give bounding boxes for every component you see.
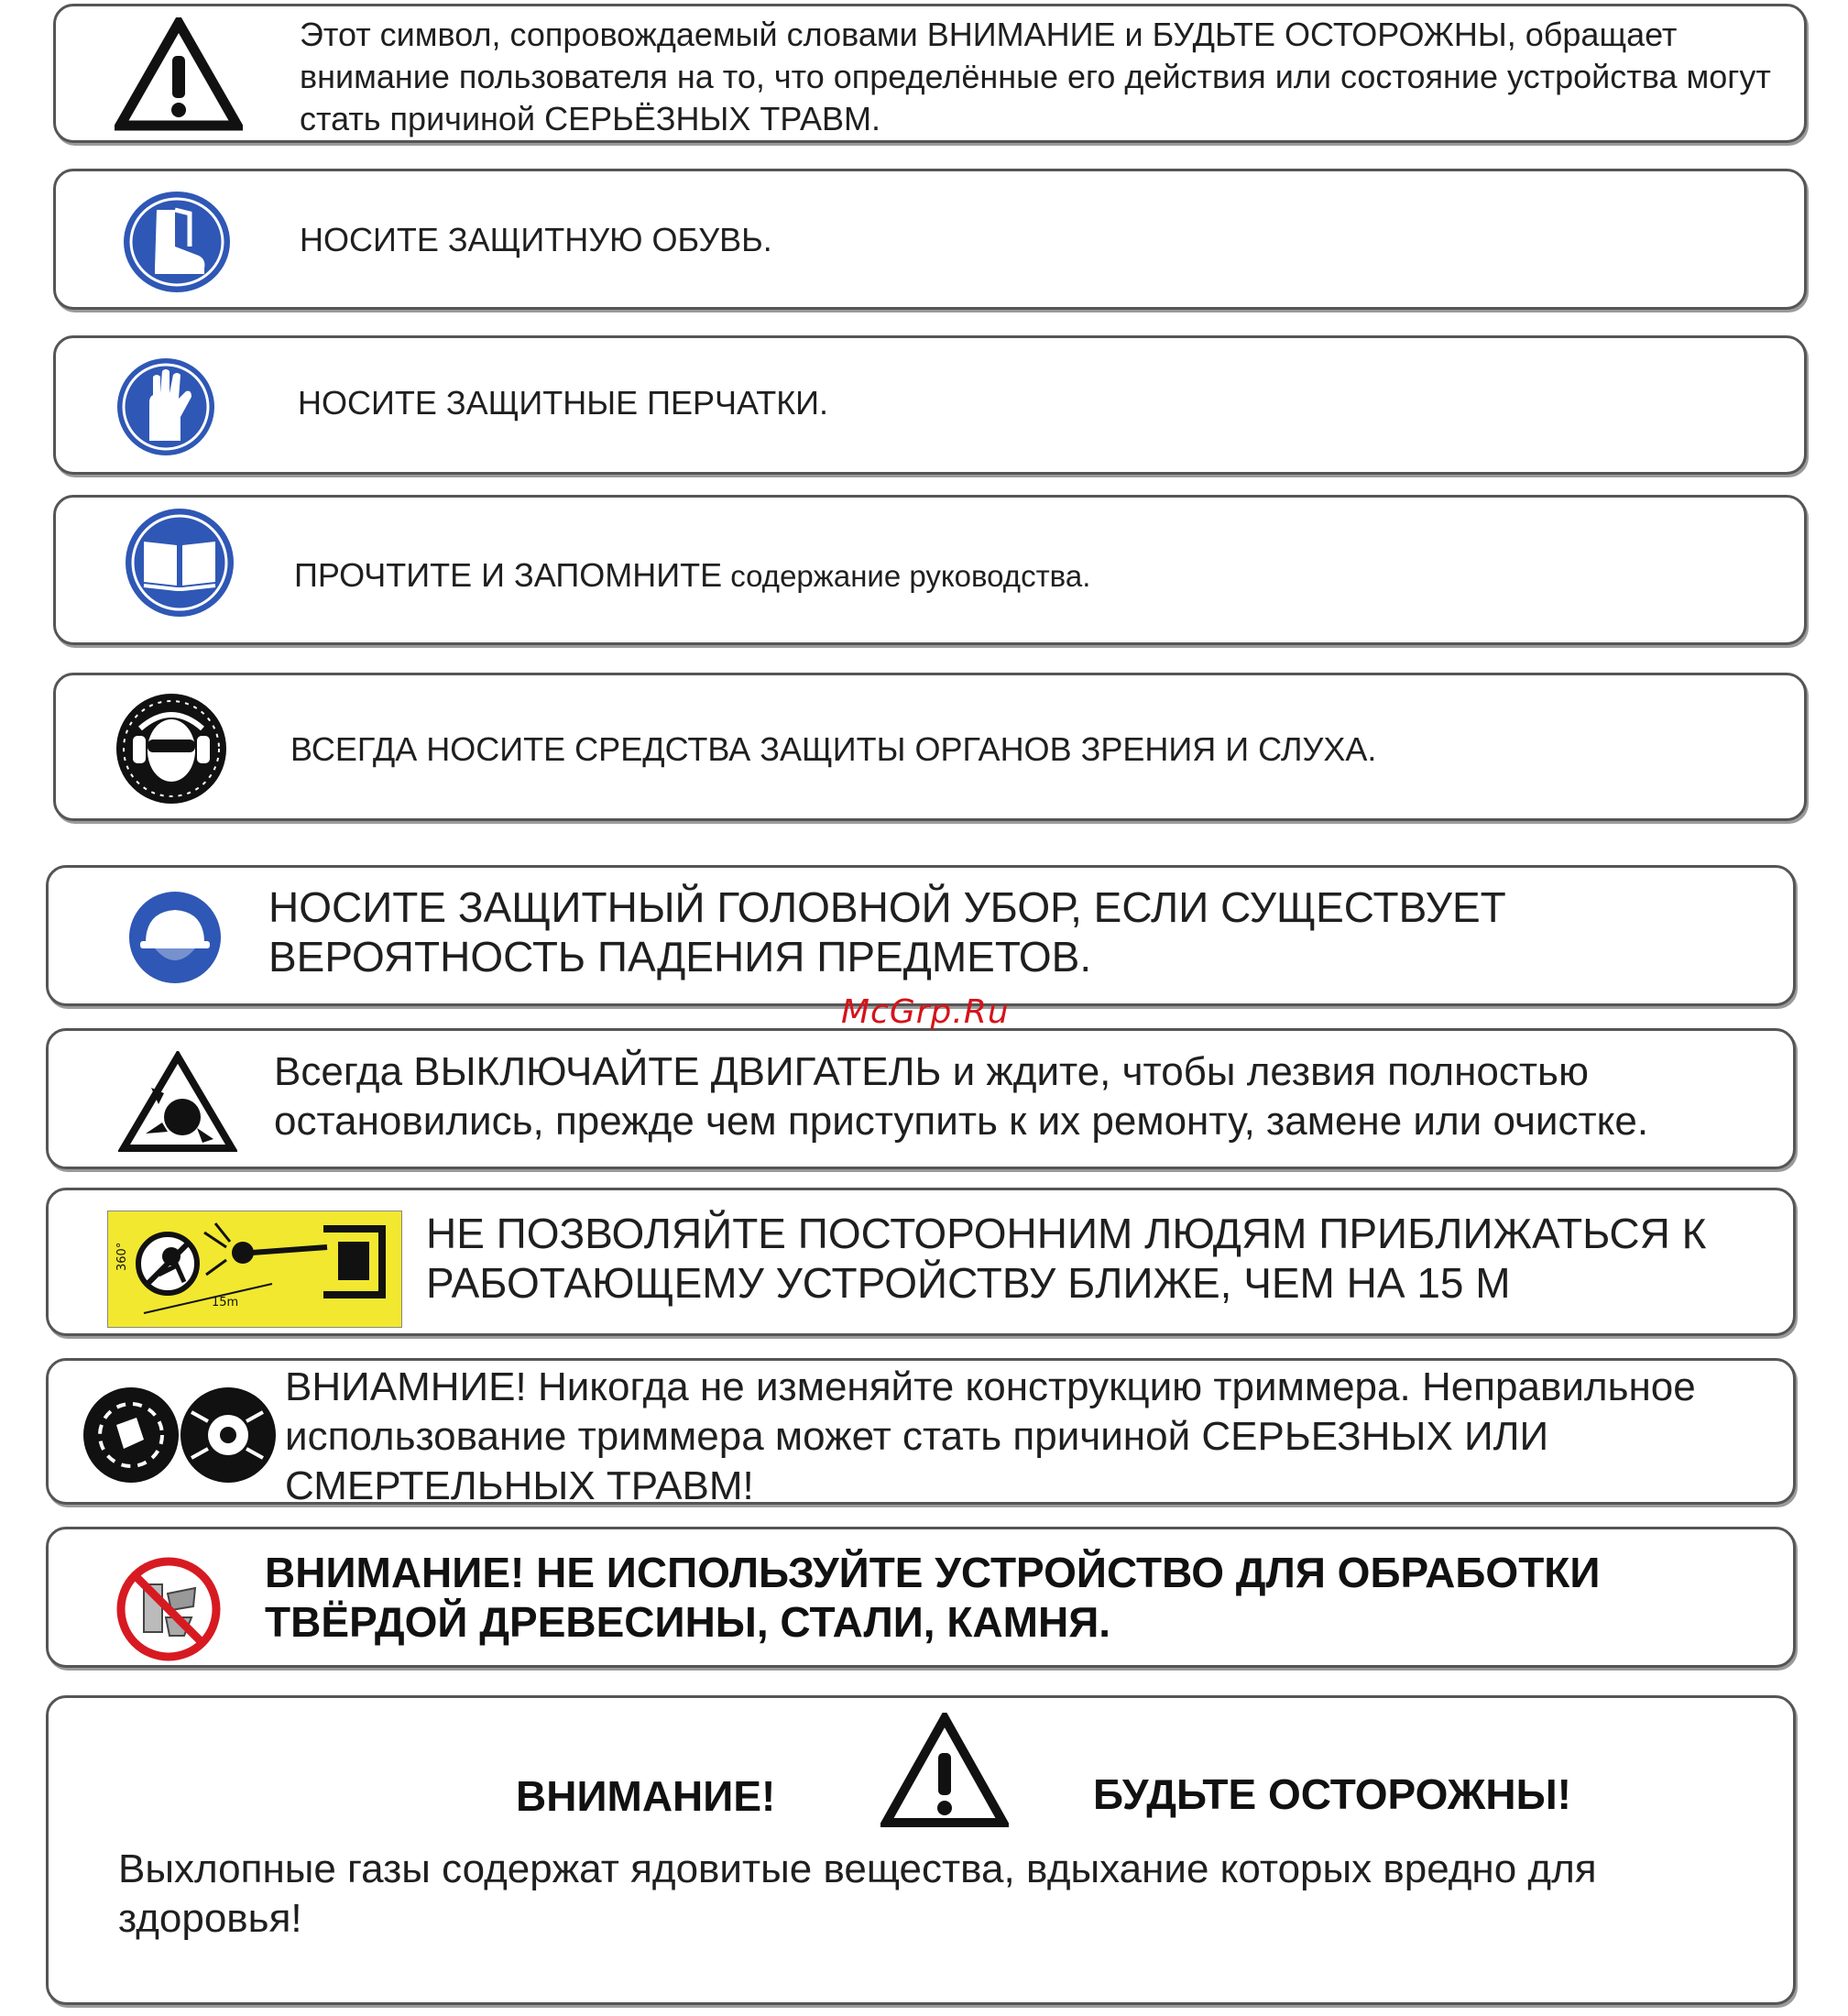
keep-distance-label-icon [107,1211,402,1328]
notice-line: использование триммера может стать причиной СЕРЬЕЗНЫХ ИЛИ [285,1414,1549,1459]
notice-line: ВНИМАНИЕ! НЕ ИСПОЛЬЗУЙТЕ УСТРОЙСТВО ДЛЯ ОБРАБОТКИ [265,1549,1601,1596]
warning-triangle-icon [115,17,243,133]
notice-line: ТВЁРДОЙ ДРЕВЕСИНЫ, СТАЛИ, КАМНЯ. [265,1598,1111,1646]
safety-boots-icon [122,190,232,294]
notice-line: Всегда ВЫКЛЮЧАЙТЕ ДВИГАТЕЛЬ и ждите, чтобы лезвия полностью [274,1049,1589,1094]
notice-text: НОСИТЕ ЗАЩИТНУЮ ОБУВЬ. [300,221,772,258]
notice-text-caps: ПРОЧТИТЕ И ЗАПОМНИТЕ [294,556,723,594]
notice-eye-ear-protection [53,673,1807,821]
notice-line: НОСИТЕ ЗАЩИТНЫЙ ГОЛОВНОЙ УБОР, ЕСЛИ СУЩЕСТВУЕТ [268,883,1506,931]
no-hard-materials-icon [116,1557,221,1661]
notice-gloves [53,335,1807,475]
notice-line: ВНИАМНИЕ! Никогда не изменяйте конструкцию триммера. Неправильное [285,1364,1696,1409]
notice-body: Выхлопные газы содержат ядовитые вещества, вдыхание которых вредно для здоровья! [118,1846,1597,1941]
read-manual-icon [124,507,235,619]
notice-line: НЕ ПОЗВОЛЯЙТЕ ПОСТОРОННИМ ЛЮДЯМ ПРИБЛИЖАТЬСЯ К [426,1210,1707,1257]
notice-line: СМЕРТЕЛЬНЫХ ТРАВМ! [285,1463,754,1508]
notice-exhaust-fumes [46,1695,1796,2005]
notice-read-manual [53,495,1807,645]
notice-do-not-modify [46,1358,1796,1508]
notice-keep-distance [46,1188,1796,1336]
watermark: McGrp.Ru [841,993,1010,1031]
notice-text [265,1548,1600,1647]
notice-no-hard-materials [46,1527,1796,1668]
notice-line: остановились, прежде чем приступить к их ремонту, замене или очистке. [274,1099,1649,1144]
notice-line: ВЕРОЯТНОСТЬ ПАДЕНИЯ ПРЕДМЕТОВ. [268,933,1092,981]
notice-text: Этот символ, сопровождаемый словами ВНИМАНИЕ и БУДЬТЕ ОСТОРОЖНЫ, обращает внимание пользователя на то, что определённые его действия или состояние устройства могут стать причиной СЕРЬЁЗНЫХ ТРАВМ. [300,16,1771,137]
do-not-modify-icon [83,1385,278,1485]
label-15m: 15m [212,1296,239,1309]
notice-hard-hat [46,865,1796,1006]
notice-warning-symbol [53,4,1807,143]
notice-text [285,1363,1696,1511]
heading-be-careful: БУДЬТЕ ОСТОРОЖНЫ! [1093,1770,1571,1818]
notice-safety-boots [53,169,1807,310]
notice-text-rest: содержание руководства. [722,559,1091,593]
protective-gloves-icon [115,356,217,457]
notice-line: РАБОТАЮЩЕМУ УСТРОЙСТВУ БЛИЖЕ, ЧЕМ НА 15 М [426,1259,1511,1307]
label-360: 360° [115,1242,129,1271]
notice-blade-hazard [46,1028,1796,1169]
notice-text [274,1047,1648,1146]
heading-warning: ВНИМАНИЕ! [516,1772,776,1820]
notice-text: ВСЕГДА НОСИТЕ СРЕДСТВА ЗАЩИТЫ ОРГАНОВ ЗРЕНИЯ И СЛУХА. [290,730,1377,768]
notice-text [294,554,1090,597]
notice-text [426,1209,1706,1308]
notice-text: НОСИТЕ ЗАЩИТНЫЕ ПЕРЧАТКИ. [298,384,829,422]
eye-ear-protection-icon [115,692,228,805]
hard-hat-icon [127,890,223,985]
warning-triangle-icon [880,1713,1009,1830]
notice-text [268,882,1506,981]
blade-hazard-icon [118,1051,237,1154]
